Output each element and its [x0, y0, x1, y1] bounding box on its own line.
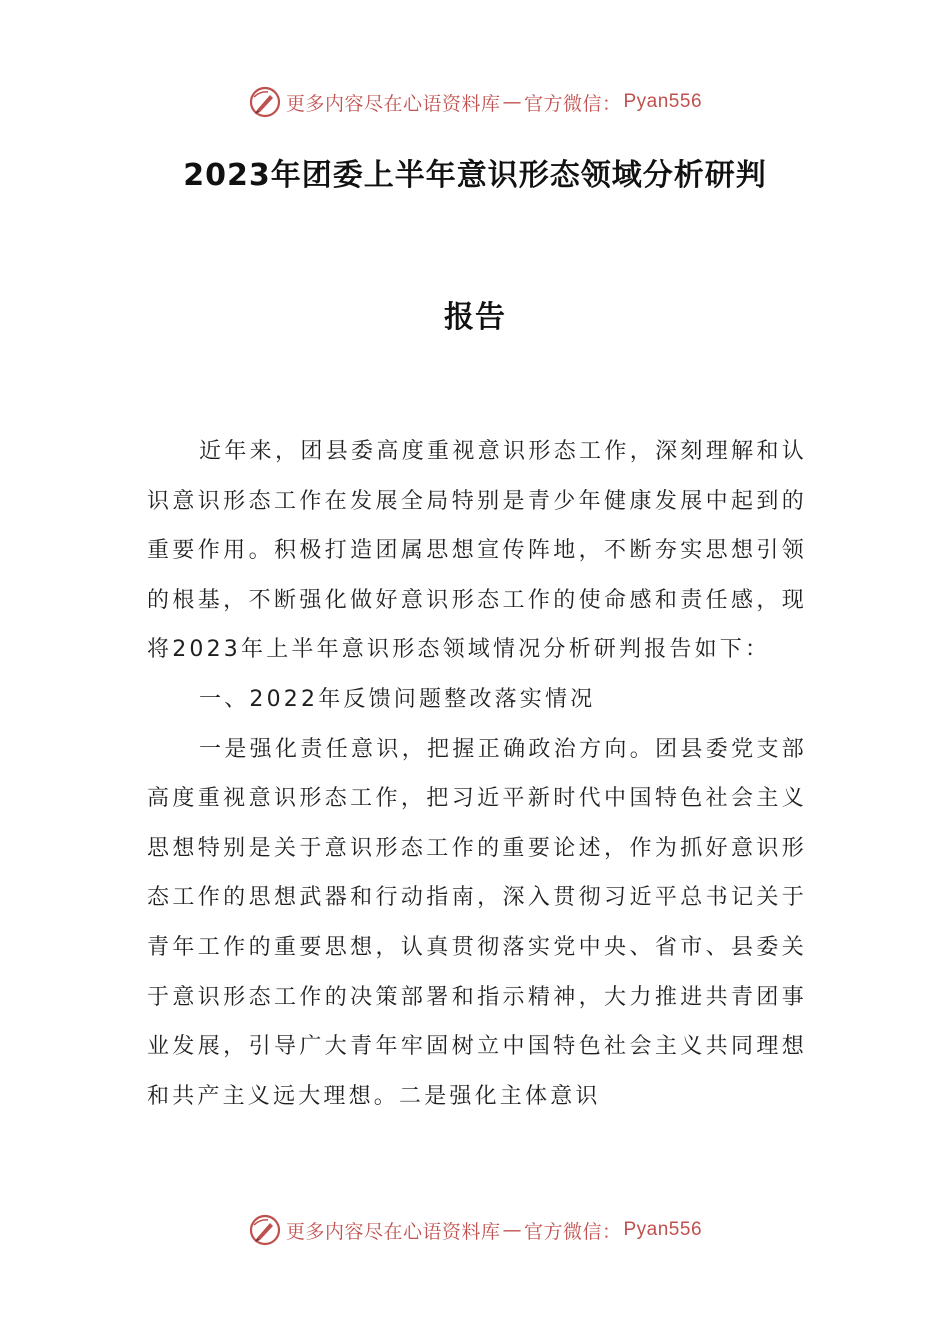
watermark-dash: —: [502, 1219, 522, 1241]
pen-logo-icon: [248, 85, 282, 119]
paragraph-section-1: 一是强化责任意识，把握正确政治方向。团县委党支部高度重视意识形态工作，把习近平新时代中国特色社会主义思想特别是关于意识形态工作的重要论述，作为抓好意识形态工作的思想武器和行动指南，深入贯彻习近平总书记关于青年工作的重要思想，认真贯彻落实党中央、省市、县委关于意识形态工作的决策部署和指示精神，大力推进共青团事业发展，引导广大青年牢固树立中国特色社会主义共同理想和共产主义远大理想。二是强化主体意识: [147, 736, 807, 1109]
document-title-line-2: 报告: [444, 300, 506, 335]
watermark-brand: 更多内容尽在心语资料库: [285, 1220, 501, 1243]
watermark-dash: —: [502, 91, 522, 113]
watermark-official-label: 官方微信：: [523, 92, 622, 115]
watermark-wechat-id: Pyan556: [623, 91, 703, 112]
paragraph-intro: 近年来，团县委高度重视意识形态工作，深刻理解和认识意识形态工作在发展全局特别是青少年健康发展中起到的重要作用。积极打造团属思想宣传阵地，不断夯实思想引领的根基，不断强化做好意识形态工作的使命感和责任感，现将2023年上半年意识形态领域情况分析研判报告如下：: [147, 439, 807, 663]
document-body: [147, 427, 807, 1121]
watermark-brand: 更多内容尽在心语资料库: [285, 92, 501, 115]
watermark-wechat-id: Pyan556: [623, 1219, 703, 1240]
watermark-official-label: 官方微信：: [523, 1220, 622, 1243]
watermark-banner-top: [0, 80, 950, 124]
document-title-line-1: 2023年团委上半年意识形态领域分析研判: [183, 158, 767, 193]
pen-logo-icon: [248, 1213, 282, 1247]
watermark-banner-bottom: [0, 1208, 950, 1252]
section-heading-1: 一、2022年反馈问题整改落实情况: [199, 686, 596, 712]
